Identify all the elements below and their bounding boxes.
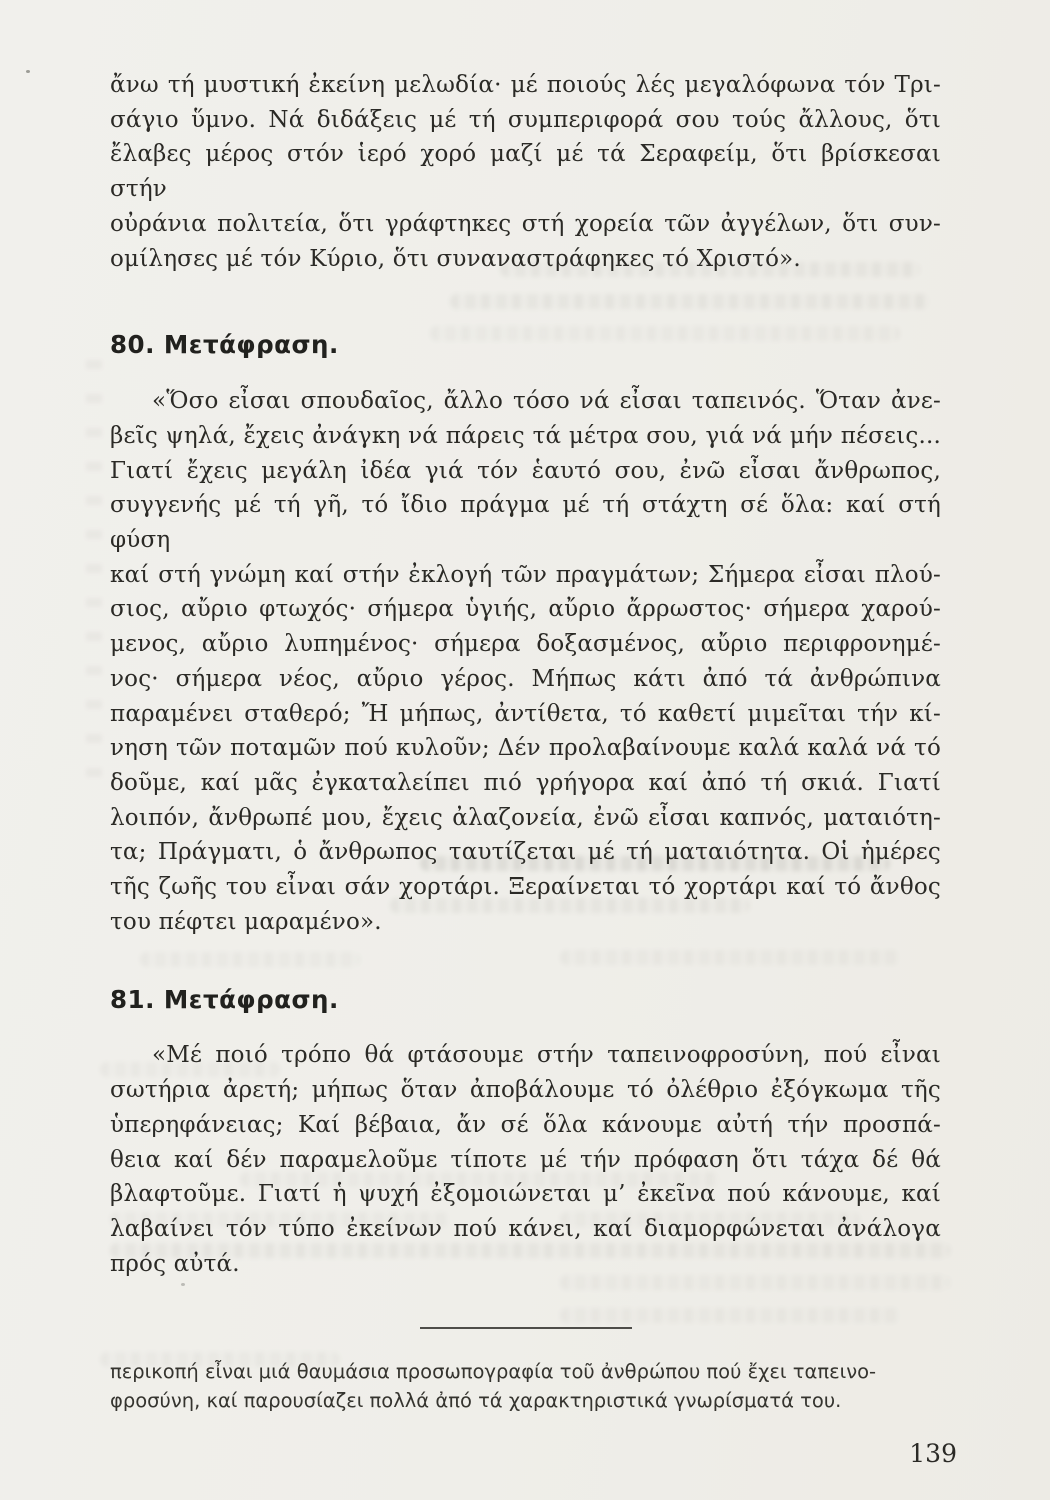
text-line: περικοπή εἶναι μιά θαυμάσια προσωπογραφία τοῦ ἀνθρώπου πού ἔχει ταπεινο- xyxy=(110,1360,877,1384)
section-80-heading: 80. Μετάφραση. xyxy=(110,330,339,360)
text-line: σάγιο ὕμνο. Νά διδάξεις μέ τή συμπεριφορά σου τούς ἄλλους, ὅτι xyxy=(110,106,941,133)
footnote xyxy=(110,1357,941,1415)
text-line: σωτήρια ἀρετή; μήπως ὅταν ἀποβάλουμε τό ὀλέθριο ἐξόγκωμα τῆς xyxy=(110,1077,941,1104)
text-line: σιος, αὔριο φτωχός· σήμερα ὑγιής, αὔριο ἄρρωστος· σήμερα χαρού- xyxy=(110,596,941,623)
bleed-through-margin xyxy=(86,360,102,780)
text-line: του πέφτει μαραμένο». xyxy=(110,908,382,935)
text-line: μενος, αὔριο λυπημένος· σήμερα δοξασμένος, αὔριο περιφρονημέ- xyxy=(110,631,941,658)
text-line: πρός αὐτά. xyxy=(110,1250,240,1277)
text-block xyxy=(110,0,957,1469)
text-line: συγγενής μέ τή γῆ, τό ἴδιο πράγμα μέ τή στάχτη σέ ὅλα: καί στή φύση xyxy=(110,492,941,554)
section-81-paragraph xyxy=(110,1038,941,1281)
text-line: ἄνω τή μυστική ἐκείνη μελωδία· μέ ποιούς λές μεγαλόφωνα τόν Τρι- xyxy=(110,72,941,98)
text-line: δοῦμε, καί μᾶς ἐγκαταλείπει πιό γρήγορα καί ἀπό τή σκιά. Γιατί xyxy=(110,769,941,796)
text-line: βεῖς ψηλά, ἔχεις ἀνάγκη νά πάρεις τά μέτρα σου, γιά νά μήν πέσεις... xyxy=(110,422,941,449)
text-line: «Ὅσο εἶσαι σπουδαῖος, ἄλλο τόσο νά εἶσαι ταπεινός. Ὅταν ἀνε- xyxy=(152,388,941,415)
scan-speck xyxy=(26,70,30,73)
footnote-separator xyxy=(420,1327,632,1329)
text-line: νος· σήμερα νέος, αὔριο γέρος. Μήπως κάτι ἀπό τά ἀνθρώπινα xyxy=(110,665,941,692)
text-line: θεια καί δέν παραμελοῦμε τίποτε μέ τήν πρόφαση ὅτι τάχα δέ θά xyxy=(110,1146,941,1173)
text-line: καί στή γνώμη καί στήν ἐκλογή τῶν πραγμάτων; Σήμερα εἶσαι πλού- xyxy=(110,561,941,588)
text-line: ὑπερηφάνειας; Καί βέβαια, ἄν σέ ὅλα κάνουμε αὐτή τήν προσπά- xyxy=(110,1111,941,1138)
section-81-heading: 81. Μετάφραση. xyxy=(110,985,339,1015)
text-line: λοιπόν, ἄνθρωπέ μου, ἔχεις ἀλαζονεία, ἐνῶ εἶσαι καπνός, ματαιότη- xyxy=(110,804,941,831)
text-line: οὐράνια πολιτεία, ὅτι γράφτηκες στή χορεία τῶν ἀγγέλων, ὅτι συν- xyxy=(110,210,941,237)
text-line: ἔλαβες μέρος στόν ἱερό χορό μαζί μέ τά Σεραφείμ, ὅτι βρίσκεσαι στήν xyxy=(110,141,941,203)
text-line: λαβαίνει τόν τύπο ἐκείνων πού κάνει, καί διαμορφώνεται ἀνάλογα xyxy=(110,1215,941,1242)
intro-paragraph xyxy=(110,68,941,276)
text-line: «Μέ ποιό τρόπο θά φτάσουμε στήν ταπεινοφροσύνη, πού εἶναι xyxy=(152,1042,941,1069)
text-line: ομίλησες μέ τόν Κύριο, ὅτι συναναστράφηκες τό Χριστό». xyxy=(110,245,801,272)
text-line: φροσύνη, καί παρουσίαζει πολλά ἀπό τά χαρακτηριστικά γνωρίσματά του. xyxy=(110,1389,842,1413)
text-line: τῆς ζωῆς του εἶναι σάν χορτάρι. Ξεραίνεται τό χορτάρι καί τό ἄνθος xyxy=(110,874,941,901)
text-line: βλαφτοῦμε. Γιατί ἡ ψυχή ἐξομοιώνεται μ’ ἐκεῖνα πού κάνουμε, καί xyxy=(110,1181,941,1208)
text-line: τα; Πράγματι, ὁ ἄνθρωπος ταυτίζεται μέ τή ματαιότητα. Οἱ ἡμέρες xyxy=(110,839,941,866)
text-line: νηση τῶν ποταμῶν πού κυλοῦν; Δέν προλαβαίνουμε καλά καλά νά τό xyxy=(110,735,941,762)
page-number: 139 xyxy=(909,1439,957,1469)
section-80-paragraph xyxy=(110,384,941,939)
text-line: παραμένει σταθερό; Ἤ μήπως, ἀντίθετα, τό καθετί μιμεῖται τήν κί- xyxy=(110,700,941,727)
text-line: Γιατί ἔχεις μεγάλη ἰδέα γιά τόν ἑαυτό σου, ἐνῶ εἶσαι ἄνθρωπος, xyxy=(110,457,941,484)
